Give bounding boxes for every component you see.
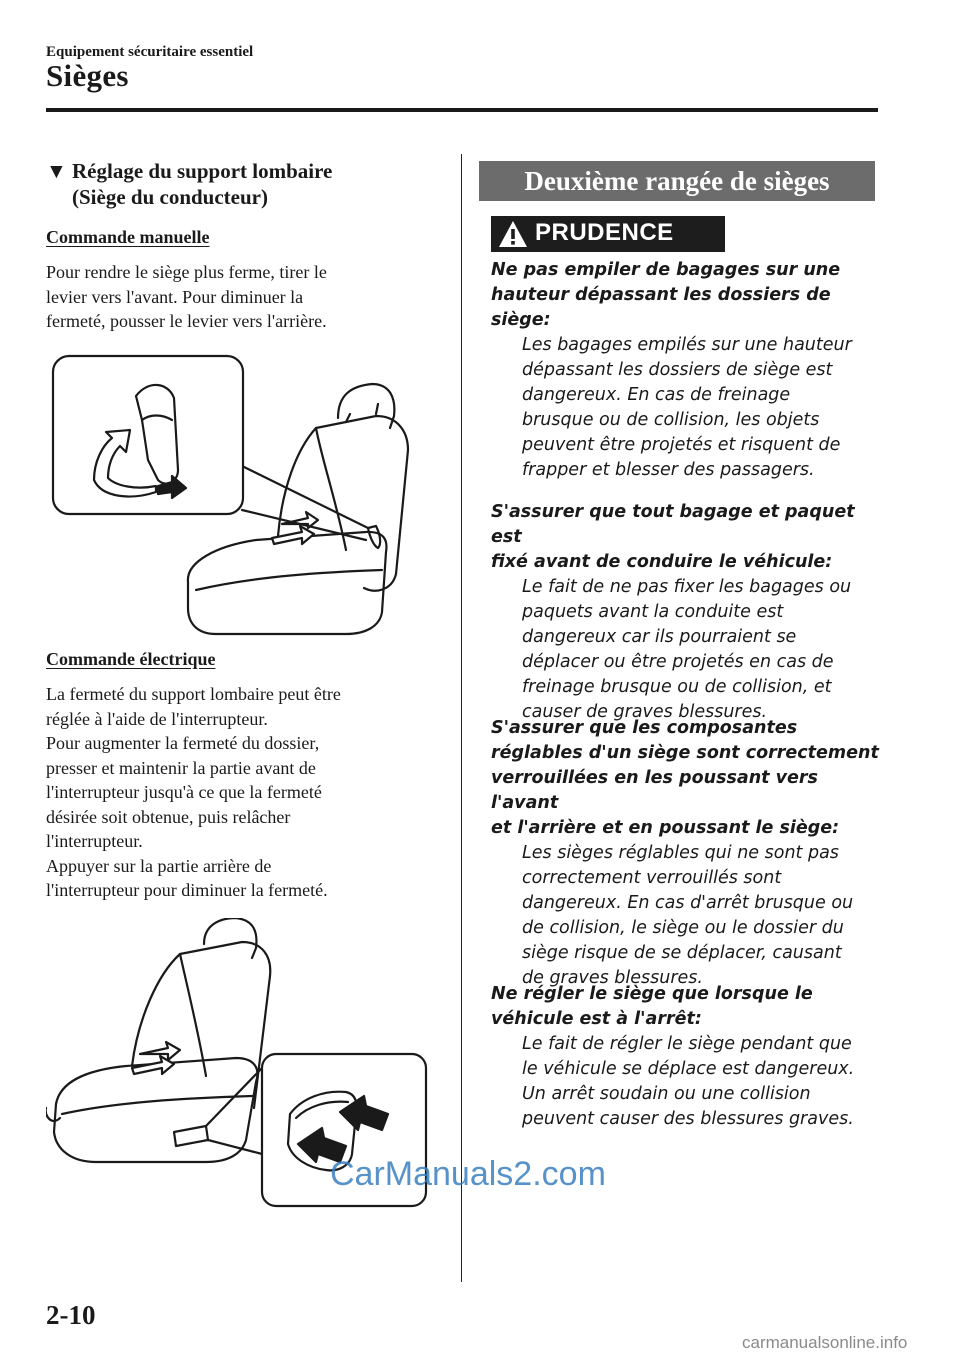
warning-block [491,500,891,725]
text-line: La fermeté du support lombaire peut être [46,684,341,704]
warning-heading-line: verrouillées en les poussant vers l'avant [491,768,818,813]
lumbar-heading-line1: Réglage du support lombaire [72,159,333,183]
warning-body-line: Les bagages empilés sur une hauteur [522,335,852,355]
warning-body-line: dangereux. En cas d'arrêt brusque ou [522,893,854,913]
warning-body-line: de graves blessures. [522,968,703,988]
warning-body-line: Un arrêt soudain ou une collision [522,1084,811,1104]
warning-heading-line: véhicule est à l'arrêt: [491,1009,702,1029]
text-line: l'interrupteur jusqu'à ce que la fermeté [46,782,322,802]
watermark: CarManuals2.com [330,1155,606,1193]
warning-block [491,258,891,483]
warning-heading-line: réglables d'un siège sont correctement [491,743,879,763]
warning-body-line: peuvent être projetés et risquent de [522,435,841,455]
warning-body-line: peuvent causer des blessures graves. [522,1109,854,1129]
chapter-label: Equipement sécuritaire essentiel [46,44,254,60]
text-line: l'interrupteur. [46,831,143,851]
warning-body-line: frapper et blesser des passagers. [522,460,815,480]
warning-body-line: de collision, le siège ou le dossier du [522,918,844,938]
warning-body-line: déplacer ou être projetés en cas de [522,652,834,672]
warning-heading-line: et l'arrière et en poussant le siège: [491,818,840,838]
warning-body-line: dangereux. En cas de freinage [522,385,791,405]
electric-control-text [46,682,456,903]
warning-block [491,716,891,991]
section-banner: Deuxième rangée de sièges [479,161,875,201]
warning-body-line: brusque ou de collision, les objets [522,410,820,430]
warning-body-line: causer de graves blessures. [522,702,768,722]
warning-triangle-icon [497,219,529,249]
warning-heading-line: hauteur dépassant les dossiers de [491,285,831,305]
page-number: 2-10 [46,1300,96,1330]
caution-badge [491,216,725,252]
section-title: Sièges [46,58,129,93]
warning-heading-line: Ne régler le siège que lorsque le [491,984,813,1004]
warning-heading-line: S'assurer que les composantes [491,718,798,738]
electric-control-title: Commande électrique [46,649,216,669]
triangle-down-icon: ▼ [46,159,67,183]
warning-body-line: Les sièges réglables qui ne sont pas [522,843,839,863]
warning-body-line: Le fait de régler le siège pendant que [522,1034,852,1054]
warning-heading-line: fixé avant de conduire le véhicule: [491,552,833,572]
warning-block [491,982,891,1132]
warning-body-line: correctement verrouillés sont [522,868,782,888]
lumbar-heading [46,158,446,210]
text-line: levier vers l'avant. Pour diminuer la [46,286,304,307]
manual-control-title: Commande manuelle [46,227,210,247]
text-line: Appuyer sur la partie arrière de [46,855,272,876]
warning-body-line: paquets avant la conduite est [522,602,784,622]
column-divider [461,154,462,1282]
site-watermark: carmanualsonline.info [742,1333,908,1352]
warning-heading-line: siège: [491,310,551,330]
warning-heading-line: S'assurer que tout bagage et paquet est [491,502,855,547]
warning-body-line: dépassant les dossiers de siège est [522,360,833,380]
text-line: fermeté, pousser le levier vers l'arrière. [46,311,327,331]
warning-body-line: freinage brusque ou de collision, et [522,677,832,697]
text-line: désirée soit obtenue, puis relâcher [46,806,291,827]
manual-control-text [46,260,456,334]
text-line: Pour rendre le siège plus ferme, tirer le [46,262,327,282]
warning-body-line: dangereux car ils pourraient se [522,627,797,647]
warning-heading-line: Ne pas empiler de bagages sur une [491,260,841,280]
warning-body-line: siège risque de se déplacer, causant [522,943,842,963]
lumbar-heading-line2: (Siège du conducteur) [72,185,268,209]
text-line: l'interrupteur pour diminuer la fermeté. [46,880,328,900]
text-line: Pour augmenter la fermeté du dossier, [46,733,320,753]
warning-body-line: le véhicule se déplace est dangereux. [522,1059,855,1079]
warning-body-line: Le fait de ne pas fixer les bagages ou [522,577,852,597]
caution-label: PRUDENCE [535,219,674,246]
text-line: presser et maintenir la partie avant de [46,757,316,778]
header-rule [46,108,878,112]
text-line: réglée à l'aide de l'interrupteur. [46,708,268,729]
manual-lever-illustration [46,350,446,640]
